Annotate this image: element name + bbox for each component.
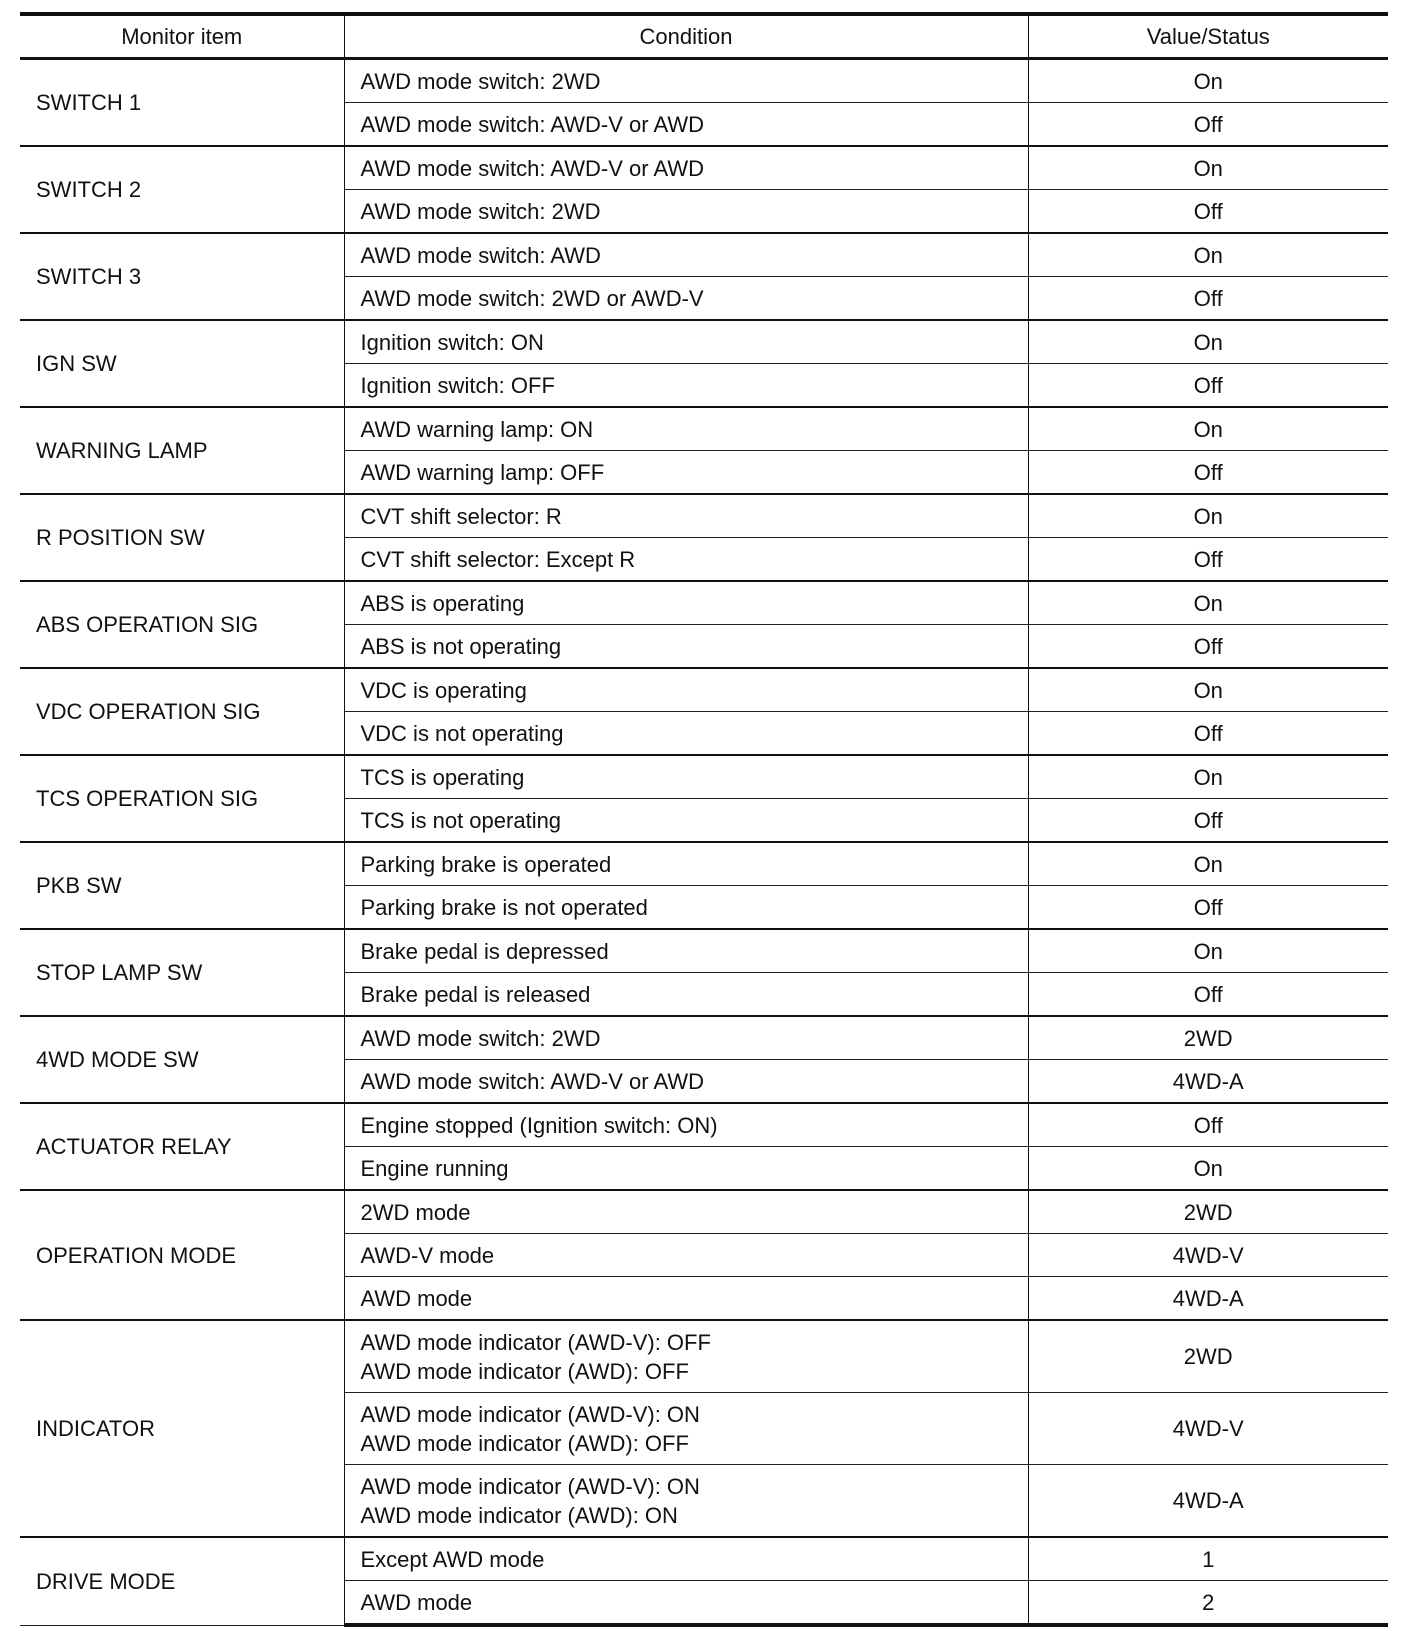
condition-cell: AWD-V mode bbox=[344, 1234, 1028, 1277]
value-cell: 2WD bbox=[1028, 1016, 1388, 1060]
condition-cell: TCS is not operating bbox=[344, 799, 1028, 843]
value-cell: Off bbox=[1028, 799, 1388, 843]
table-row bbox=[20, 1016, 1388, 1060]
table-row bbox=[20, 494, 1388, 538]
header-monitor-item: Monitor item bbox=[20, 14, 344, 59]
monitor-item: INDICATOR bbox=[20, 1320, 344, 1537]
condition-cell: AWD mode switch: 2WD or AWD-V bbox=[344, 277, 1028, 321]
condition-cell bbox=[344, 1320, 1028, 1393]
value-cell: Off bbox=[1028, 712, 1388, 756]
monitor-item: SWITCH 3 bbox=[20, 233, 344, 320]
table-row bbox=[20, 59, 1388, 103]
value-cell: Off bbox=[1028, 103, 1388, 147]
value-cell: On bbox=[1028, 929, 1388, 973]
value-cell: On bbox=[1028, 407, 1388, 451]
value-cell: Off bbox=[1028, 364, 1388, 408]
monitor-item: TCS OPERATION SIG bbox=[20, 755, 344, 842]
condition-line: AWD mode indicator (AWD-V): OFF bbox=[360, 1329, 711, 1355]
condition-cell: Parking brake is operated bbox=[344, 842, 1028, 886]
table-row bbox=[20, 842, 1388, 886]
monitor-table bbox=[20, 12, 1388, 1627]
value-cell: On bbox=[1028, 146, 1388, 190]
value-cell: 2 bbox=[1028, 1581, 1388, 1626]
monitor-item: VDC OPERATION SIG bbox=[20, 668, 344, 755]
table-row bbox=[20, 668, 1388, 712]
value-cell: 2WD bbox=[1028, 1190, 1388, 1234]
table-row bbox=[20, 233, 1388, 277]
condition-line: AWD mode indicator (AWD): ON bbox=[360, 1502, 678, 1528]
monitor-item: SWITCH 1 bbox=[20, 59, 344, 147]
monitor-item: STOP LAMP SW bbox=[20, 929, 344, 1016]
value-cell: 1 bbox=[1028, 1537, 1388, 1581]
table-row bbox=[20, 1320, 1388, 1393]
condition-cell: Brake pedal is released bbox=[344, 973, 1028, 1017]
value-cell: Off bbox=[1028, 1103, 1388, 1147]
condition-cell: Except AWD mode bbox=[344, 1537, 1028, 1581]
condition-cell bbox=[344, 1465, 1028, 1538]
monitor-item: SWITCH 2 bbox=[20, 146, 344, 233]
value-cell: 4WD-A bbox=[1028, 1465, 1388, 1538]
value-cell: Off bbox=[1028, 538, 1388, 582]
monitor-item: OPERATION MODE bbox=[20, 1190, 344, 1320]
condition-cell: 2WD mode bbox=[344, 1190, 1028, 1234]
condition-cell: Ignition switch: ON bbox=[344, 320, 1028, 364]
condition-cell: AWD mode bbox=[344, 1581, 1028, 1626]
table-row bbox=[20, 1190, 1388, 1234]
value-cell: On bbox=[1028, 233, 1388, 277]
header-condition: Condition bbox=[344, 14, 1028, 59]
value-cell: Off bbox=[1028, 625, 1388, 669]
table-row bbox=[20, 581, 1388, 625]
table-row bbox=[20, 146, 1388, 190]
condition-cell: Ignition switch: OFF bbox=[344, 364, 1028, 408]
condition-cell: AWD mode bbox=[344, 1277, 1028, 1321]
condition-cell: AWD warning lamp: ON bbox=[344, 407, 1028, 451]
monitor-item: PKB SW bbox=[20, 842, 344, 929]
value-cell: Off bbox=[1028, 973, 1388, 1017]
value-cell: 4WD-A bbox=[1028, 1060, 1388, 1104]
value-cell: 4WD-A bbox=[1028, 1277, 1388, 1321]
table-row bbox=[20, 320, 1388, 364]
value-cell: 4WD-V bbox=[1028, 1393, 1388, 1465]
condition-cell: AWD mode switch: AWD bbox=[344, 233, 1028, 277]
table-row bbox=[20, 407, 1388, 451]
condition-cell: AWD mode switch: AWD-V or AWD bbox=[344, 146, 1028, 190]
condition-cell: AWD mode switch: 2WD bbox=[344, 59, 1028, 103]
monitor-item: R POSITION SW bbox=[20, 494, 344, 581]
condition-line: AWD mode indicator (AWD): OFF bbox=[360, 1358, 689, 1384]
table-row bbox=[20, 1537, 1388, 1581]
value-cell: Off bbox=[1028, 886, 1388, 930]
monitor-item: WARNING LAMP bbox=[20, 407, 344, 494]
condition-cell: Engine stopped (Ignition switch: ON) bbox=[344, 1103, 1028, 1147]
header-value-status: Value/Status bbox=[1028, 14, 1388, 59]
condition-cell: AWD mode switch: 2WD bbox=[344, 1016, 1028, 1060]
header-row bbox=[20, 14, 1388, 59]
condition-cell: TCS is operating bbox=[344, 755, 1028, 799]
condition-line: AWD mode indicator (AWD): OFF bbox=[360, 1430, 689, 1456]
condition-cell: ABS is not operating bbox=[344, 625, 1028, 669]
condition-cell: Parking brake is not operated bbox=[344, 886, 1028, 930]
value-cell: 2WD bbox=[1028, 1320, 1388, 1393]
condition-cell: AWD warning lamp: OFF bbox=[344, 451, 1028, 495]
value-cell: On bbox=[1028, 842, 1388, 886]
value-cell: 4WD-V bbox=[1028, 1234, 1388, 1277]
value-cell: Off bbox=[1028, 277, 1388, 321]
value-cell: On bbox=[1028, 320, 1388, 364]
condition-cell: Engine running bbox=[344, 1147, 1028, 1191]
value-cell: Off bbox=[1028, 190, 1388, 234]
value-cell: On bbox=[1028, 59, 1388, 103]
condition-cell: AWD mode switch: AWD-V or AWD bbox=[344, 103, 1028, 147]
condition-cell bbox=[344, 1393, 1028, 1465]
monitor-item: ACTUATOR RELAY bbox=[20, 1103, 344, 1190]
condition-cell: AWD mode switch: 2WD bbox=[344, 190, 1028, 234]
value-cell: On bbox=[1028, 1147, 1388, 1191]
value-cell: On bbox=[1028, 581, 1388, 625]
value-cell: On bbox=[1028, 494, 1388, 538]
condition-cell: CVT shift selector: R bbox=[344, 494, 1028, 538]
value-cell: On bbox=[1028, 755, 1388, 799]
monitor-item: DRIVE MODE bbox=[20, 1537, 344, 1625]
condition-cell: VDC is operating bbox=[344, 668, 1028, 712]
condition-cell: ABS is operating bbox=[344, 581, 1028, 625]
monitor-item: 4WD MODE SW bbox=[20, 1016, 344, 1103]
condition-line: AWD mode indicator (AWD-V): ON bbox=[360, 1401, 700, 1427]
value-cell: On bbox=[1028, 668, 1388, 712]
table-row bbox=[20, 1103, 1388, 1147]
monitor-item: IGN SW bbox=[20, 320, 344, 407]
condition-cell: AWD mode switch: AWD-V or AWD bbox=[344, 1060, 1028, 1104]
condition-cell: VDC is not operating bbox=[344, 712, 1028, 756]
table-row bbox=[20, 929, 1388, 973]
table-row bbox=[20, 755, 1388, 799]
value-cell: Off bbox=[1028, 451, 1388, 495]
condition-cell: Brake pedal is depressed bbox=[344, 929, 1028, 973]
monitor-item: ABS OPERATION SIG bbox=[20, 581, 344, 668]
condition-cell: CVT shift selector: Except R bbox=[344, 538, 1028, 582]
condition-line: AWD mode indicator (AWD-V): ON bbox=[360, 1473, 700, 1499]
